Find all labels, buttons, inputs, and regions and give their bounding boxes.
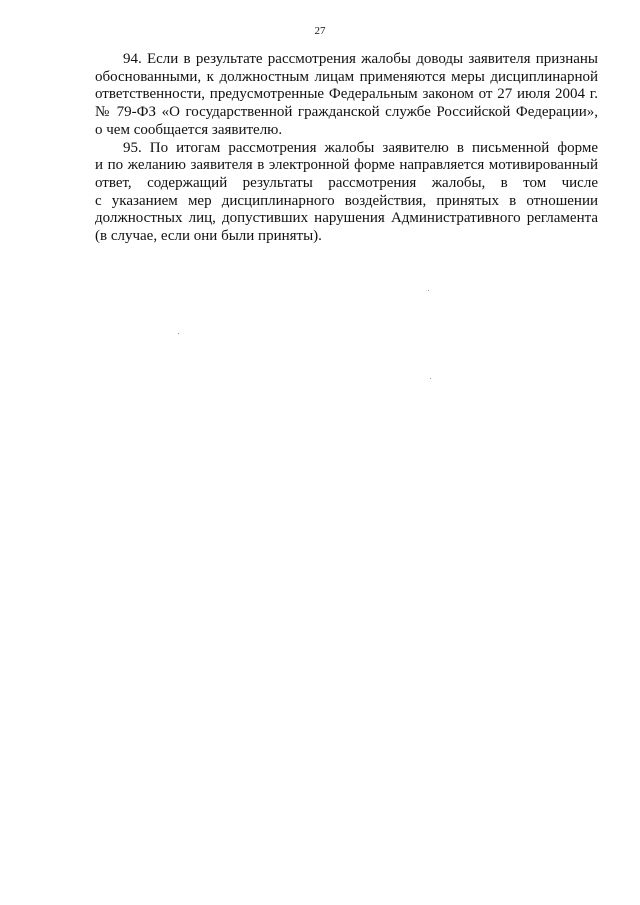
page-number: 27 [314, 25, 326, 37]
text-line: и по желанию заявителя в электронной форме направляется мотивированный [95, 157, 598, 174]
scan-speck [428, 290, 429, 291]
text-line: 94. Если в результате рассмотрения жалобы доводы заявителя признаны [123, 51, 598, 67]
paragraph-95 [95, 140, 598, 246]
text-line: (в случае, если они были приняты). [95, 228, 322, 245]
text-line: с указанием мер дисциплинарного воздействия, принятых в отношении [95, 192, 598, 209]
text-line: должностных лиц, допустивших нарушения Административного регламента [95, 210, 598, 227]
text-line: 95. По итогам рассмотрения жалобы заявителю в письменной форме [123, 139, 598, 156]
text-line: № 79-ФЗ «О государственной гражданской службе Российской Федерации», [95, 104, 598, 121]
scan-speck [430, 378, 431, 379]
text-line: о чем сообщается заявителю. [95, 121, 283, 138]
document-body [95, 51, 598, 246]
text-line: обоснованными, к должностным лицам применяются меры дисциплинарной [95, 68, 598, 85]
text-line: ответ, содержащий результаты рассмотрения жалобы, в том числе [95, 174, 598, 191]
scan-speck [178, 333, 179, 334]
text-line: ответственности, предусмотренные Федеральным законом от 27 июля 2004 г. [95, 86, 598, 103]
paragraph-94 [95, 51, 598, 140]
